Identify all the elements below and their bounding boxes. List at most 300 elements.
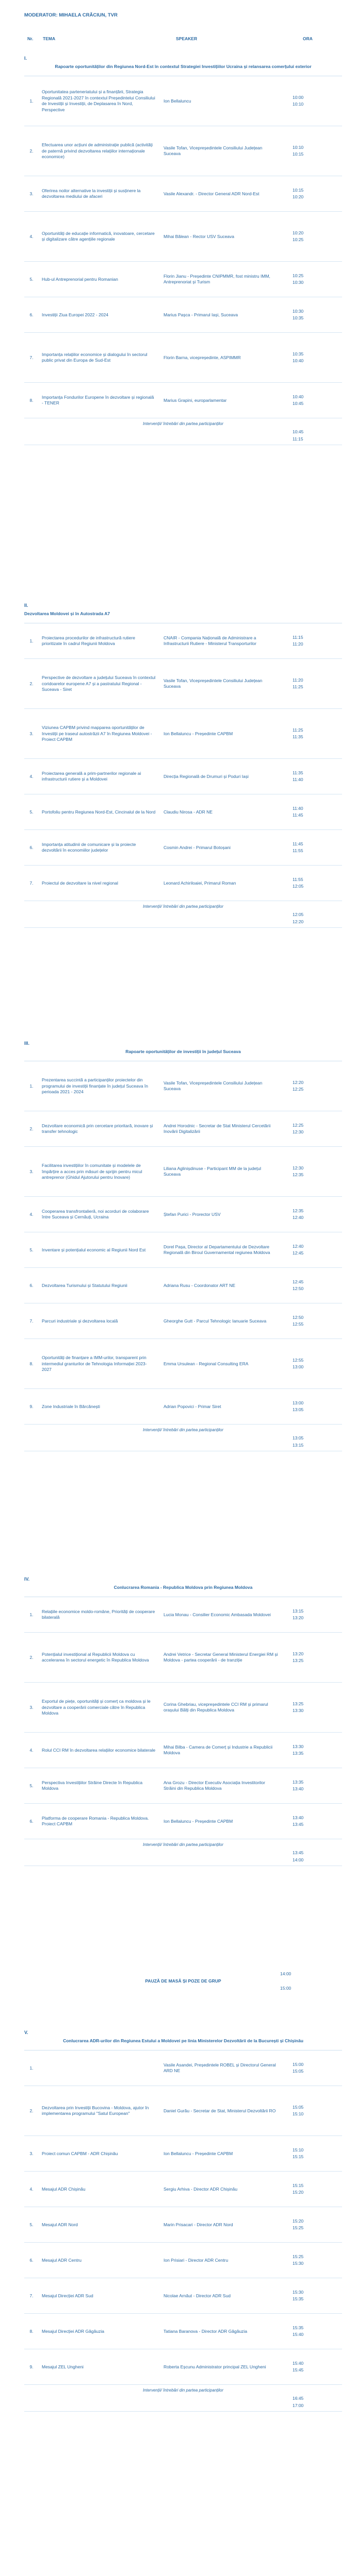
agenda-row (24, 1061, 342, 1111)
qa-spacer (24, 1848, 280, 1865)
agenda-row (24, 1232, 342, 1268)
agenda-row (24, 383, 342, 418)
agenda-row (24, 2278, 342, 2314)
row-number: 4. (29, 233, 34, 239)
time-value: 13:15 (293, 1443, 304, 1448)
agenda-row (24, 2243, 342, 2278)
row-topic: Importanța relațiilor economice și dialogului în sectorul public privat din Europa de Sud-Est (42, 351, 148, 363)
row-speaker: Florin Jianu - Președinte CNIPMMR, fost ministru IMM, Antreprenoriat și Turism (164, 273, 270, 285)
agenda-row (24, 866, 342, 901)
time-value: 13:45 (293, 1822, 304, 1827)
row-speaker: Mihai Bălean - Rector USV Suceava (164, 233, 235, 239)
time-value: 12:05 (293, 912, 304, 918)
row-speaker: Ion Prisiari - Director ADR Centru (164, 2257, 229, 2263)
time-value: 11:35 (293, 734, 303, 740)
time-value: 10:45 (293, 429, 304, 435)
section-number: IV. (24, 1577, 30, 1582)
row-topic: Proiect comun CAPBM - ADR Chișinău (42, 2150, 118, 2156)
row-speaker: Roberta Eșcunu Administrator principal ZEL Ungheni (164, 2364, 266, 2369)
row-time (280, 1277, 342, 1294)
row-speaker: Adrian Popovici - Primar Siret (164, 1403, 221, 1409)
row-speaker: CNAIR - Compania Națională de Administrare a Infrastructurii Rutiere - Ministerul Transporturilor (164, 635, 256, 647)
agenda-row (24, 1389, 342, 1425)
agenda-row (24, 830, 342, 866)
row-number: 6. (29, 2257, 34, 2263)
row-topic: Efectuarea unor acțiuni de administrație publică (activități de paternă privind dezvoltarea relațiilor internaționale economice) (42, 142, 153, 160)
row-speaker: Florin Barna, vicepreședinte, ASPIMMR (164, 354, 241, 360)
time-value: 10:35 (293, 315, 304, 321)
time-value: 17:00 (293, 2403, 304, 2409)
agenda-row (24, 76, 342, 126)
row-speaker: Nicolae Arnăut - Director ADR Sud (164, 2293, 231, 2298)
agenda-row (24, 1768, 342, 1804)
time-value: 11:25 (293, 727, 303, 733)
time-value: 10:15 (293, 151, 304, 157)
agenda-row (24, 2086, 342, 2136)
time-value: 11:45 (293, 841, 303, 846)
time-value: 15:15 (293, 2182, 304, 2188)
agenda-row (24, 1303, 342, 1339)
time-value: 11:40 (293, 777, 303, 783)
time-value: 11:20 (293, 641, 303, 647)
row-time (280, 675, 342, 692)
section-number: V. (24, 2030, 28, 2035)
time-value: 13:40 (293, 1815, 304, 1820)
agenda-row (24, 1633, 342, 1683)
row-time (280, 725, 342, 742)
agenda-row (24, 1197, 342, 1232)
row-time (280, 307, 342, 324)
agenda-row (24, 1804, 342, 1839)
time-value: 12:40 (293, 1215, 304, 1221)
row-time (280, 1206, 342, 1223)
row-speaker: Gheorghe Gutt - Parcul Tehnologic Ianuarie Suceava (164, 1318, 267, 1324)
row-topic: Mesajul ADR Nord (42, 2222, 78, 2227)
row-topic: Dezvoltarea Turismului și Statutului Regiunii (42, 1282, 127, 1288)
time-value: 12:30 (293, 1129, 304, 1135)
row-time (280, 93, 342, 110)
row-number: 2. (29, 681, 34, 686)
time-value: 12:20 (293, 919, 304, 925)
agenda-section (24, 603, 342, 928)
agenda-table (24, 1061, 342, 1425)
row-number: 2. (29, 148, 34, 154)
agenda-row (24, 709, 342, 759)
row-number: 6. (29, 1282, 34, 1288)
lunch-break-label: PAUZĂ DE MASĂ ȘI POZE DE GRUP (145, 1978, 221, 1984)
agenda-row (24, 333, 342, 383)
row-time (280, 2060, 342, 2077)
agenda-row (24, 1111, 342, 1147)
agenda-row (24, 1147, 342, 1197)
agenda-row (24, 794, 342, 830)
agenda-row (24, 1733, 342, 1768)
time-value: 10:40 (293, 358, 304, 364)
moderator-line: MODERATOR: MIHAELA CRĂCIUN, TVR (24, 12, 118, 18)
row-number: 4. (29, 2186, 34, 2192)
row-number: 2. (29, 2108, 34, 2113)
section-title: Dezvoltarea Moldovei și în Autostrada A7 (24, 611, 110, 616)
agenda-row (24, 759, 342, 794)
row-time (280, 1606, 342, 1623)
row-number: 5. (29, 809, 34, 815)
row-number: 4. (29, 1747, 34, 1753)
row-topic: Zone Industriale în Bărcănești (42, 1403, 100, 1409)
row-speaker: Claudiu Nirosa - ADR NE (164, 809, 213, 815)
qa-label: Intervenții/ întrebări din partea participanților (142, 904, 224, 909)
time-value: 12:05 (293, 884, 304, 889)
row-number: 1. (29, 1083, 34, 1089)
row-topic: Hub-ul Antreprenorial pentru Romanian (42, 276, 118, 282)
row-number: 4. (29, 1211, 34, 1217)
agenda-row (24, 2349, 342, 2385)
time-value: 10:10 (293, 101, 304, 107)
row-time (280, 2287, 342, 2304)
time-value: 14:00 (293, 1857, 304, 1863)
row-topic: Potențialul investițional al Republicii Moldova cu accelerarea în sectorul energetic în Republica Moldova (42, 1651, 149, 1663)
row-time (280, 768, 342, 785)
row-topic: Oferirea noilor alternative la investiții și susținere la dezvoltarea mediului de afaceri (42, 188, 141, 199)
time-value: 15:35 (293, 2296, 304, 2302)
time-value: 10:40 (293, 394, 304, 399)
time-value: 10:15 (293, 187, 304, 193)
agenda-row (24, 659, 342, 709)
time-value: 12:50 (293, 1314, 304, 1320)
row-number: 5. (29, 1783, 34, 1788)
qa-row (24, 910, 342, 927)
time-value: 12:55 (293, 1357, 304, 1363)
time-value: 15:20 (293, 2190, 304, 2195)
qa-row (24, 1848, 342, 1866)
row-speaker: Ion Bellaluncu - Președinte CAPBM (164, 2150, 233, 2156)
time-value: 13:20 (293, 1615, 304, 1621)
time-value: 11:25 (293, 684, 303, 690)
row-time (280, 1242, 342, 1259)
time-value: 13:20 (293, 1651, 304, 1656)
qa-spacer (24, 910, 280, 927)
row-time (280, 2181, 342, 2198)
qa-time (280, 2394, 342, 2411)
row-topic: Mesajul Direcției ADR Sud (42, 2293, 93, 2298)
row-number: 9. (29, 2364, 34, 2369)
agenda-row (24, 1683, 342, 1733)
time-value: 12:50 (293, 1286, 304, 1292)
row-number: 3. (29, 731, 34, 736)
time-value: 12:55 (293, 1321, 304, 1327)
agenda-row (24, 262, 342, 297)
time-value: 10:30 (293, 308, 304, 314)
row-speaker: Ion Bellaluncu (164, 98, 191, 104)
qa-label: Intervenții/ întrebări din partea participanților (142, 2388, 224, 2393)
row-time (280, 349, 342, 366)
row-time (280, 1699, 342, 1716)
row-speaker: Tatiana Baranova - Director ADR Găgăuzia (164, 2328, 248, 2334)
time-value: 15:30 (293, 2289, 304, 2295)
row-topic: Perspectiva Investițiilor Străine Directe în Republica Moldova (42, 1780, 143, 1791)
agenda-row (24, 2136, 342, 2172)
row-topic: Parcuri industriale și dezvoltarea locală (42, 1318, 118, 1324)
agenda-row (24, 126, 342, 176)
qa-row (24, 1433, 342, 1451)
time-value: 15:15 (293, 2154, 304, 2160)
time-value: 15:30 (293, 2261, 304, 2266)
time-value: 15:05 (293, 2069, 304, 2074)
row-speaker: Ana Grozu - Director Executiv Asociația Investitorilor Străini din Republica Moldova (164, 1780, 265, 1791)
agenda-row (24, 2172, 342, 2207)
time-value: 13:00 (293, 1400, 304, 1405)
row-topic: Mesajul ADR Chișinău (42, 2186, 86, 2192)
row-speaker: Marin Prisacari - Director ADR Nord (164, 2222, 233, 2227)
row-topic: Dezvoltarea prin Investiții Bucovina - Moldova, ajutor în implementarea programului "Satul European" (42, 2105, 149, 2116)
row-time (280, 1742, 342, 1759)
row-topic: Oportunitatea parteneriatului și a finanțării, Strategia Regională 2021-2027 în contextul Președintelui Consiliului de Investiții și Investiții, de Deplasarea în Nord, Perspective (42, 89, 155, 113)
row-number: 3. (29, 1168, 34, 1174)
row-time (280, 2359, 342, 2376)
qa-label: Intervenții/ întrebări din partea participanților (142, 1428, 224, 1433)
row-speaker: Ion Bellaluncu - Președinte CAPBM (164, 731, 233, 736)
row-number: 1. (29, 638, 34, 643)
row-time (280, 392, 342, 409)
qa-time (280, 1848, 342, 1865)
time-value: 13:05 (293, 1407, 304, 1413)
row-topic (39, 2066, 158, 2070)
section-number: III. (24, 1041, 30, 1046)
row-time (280, 1777, 342, 1794)
row-number: 7. (29, 1318, 34, 1324)
row-topic: Oportunități de finanțare a IMM-urilor, transparent prin intermediul granturilor de Tehnologia Informației 2023-2027 (42, 1354, 147, 1372)
lunch-break-time: 14:00 (280, 1971, 291, 1976)
time-value: 12:30 (293, 1165, 304, 1171)
time-value: 13:00 (293, 1364, 304, 1370)
row-number: 4. (29, 773, 34, 779)
section-title: Rapoarte oportunităților din Regiunea Nord-Est în contextul Strategiei Investițiilor Ucraina și relansarea comerțului exterior (55, 64, 312, 69)
row-number: 8. (29, 397, 34, 403)
row-topic: Proiectarea procedurilor de infrastructură rutiere prioritizate în cadrul Regiunii Moldova (42, 635, 135, 647)
time-value: 12:35 (293, 1208, 304, 1213)
row-number: 5. (29, 2222, 34, 2227)
time-value: 13:25 (293, 1701, 304, 1706)
agenda-section (24, 1577, 342, 1866)
time-value: 15:35 (293, 2325, 304, 2330)
qa-spacer (24, 2394, 280, 2411)
col-tema: TEMA (43, 36, 56, 41)
row-topic: Prezentarea succintă a participanților proiectelor din programului de investiții finanțate în județul Suceava în perioada 2021 - 2024 (42, 1077, 149, 1095)
time-value: 13:25 (293, 1658, 304, 1664)
agenda-row (24, 176, 342, 212)
time-value: 15:00 (293, 2061, 304, 2067)
row-time (280, 271, 342, 288)
row-speaker: Sergiu Arhiva - Director ADR Chișinău (164, 2186, 238, 2192)
row-speaker: Direcția Regională de Drumuri și Poduri Iași (164, 773, 249, 779)
row-speaker: Adriana Rusu - Coordonator ART NE (164, 1282, 236, 1288)
row-speaker: Emma Ursulean - Regional Consulting ERA (164, 1361, 249, 1366)
time-value: 12:25 (293, 1087, 304, 1092)
row-time (280, 1649, 342, 1666)
row-time (280, 1813, 342, 1830)
row-time (280, 1313, 342, 1330)
section-number: I. (24, 56, 27, 61)
time-value: 13:35 (293, 1779, 304, 1785)
row-number: 2. (29, 1126, 34, 1131)
time-value: 10:25 (293, 273, 304, 278)
row-topic: Investiții Ziua Europei 2022 - 2024 (42, 312, 108, 317)
time-value: 11:40 (293, 805, 303, 811)
row-topic: Dezvoltare economică prin cercetare prioritară, inovare și transfer tehnologic (42, 1123, 153, 1134)
agenda-row (24, 1339, 342, 1389)
row-number: 5. (29, 276, 34, 282)
agenda-row (24, 297, 342, 333)
section-title: Conlucrarea Romania - Republica Moldova prin Regiunea Moldova (113, 1585, 253, 1590)
row-time (280, 2145, 342, 2162)
row-time (280, 1078, 342, 1095)
row-speaker: Vasile Alexandr. - Director General ADR Nord-Est (164, 191, 259, 196)
time-value: 15:25 (293, 2253, 304, 2259)
time-value: 10:25 (293, 237, 304, 243)
row-topic: Perspective de dezvoltare a județului Suceava în contextul coridoarelor europene A7 și a pastratului Regional - Suceava - Siret (42, 674, 156, 692)
agenda-row (24, 623, 342, 659)
row-speaker: Lucia Monau - Consilier Economic Ambasada Moldovei (164, 1612, 271, 1617)
row-time (280, 875, 342, 892)
row-speaker: Corina Ghebriau, vicepreședintele CCI RM și primarul orașului Bălți din Republica Moldova (164, 1701, 268, 1713)
row-topic: Relațiile economice moldo-române, Priorități de cooperare bilaterală (42, 1608, 155, 1620)
row-number: 2. (29, 1654, 34, 1660)
time-value: 15:25 (293, 2225, 304, 2231)
time-value: 15:10 (293, 2111, 304, 2117)
time-value: 13:05 (293, 1435, 304, 1441)
row-speaker: Cosmin Andrei - Primarul Botoșani (164, 844, 231, 850)
row-speaker: Dorel Pașa, Director al Departamentului de Dezvoltare Regională din Biroul Guvernamental regiunea Moldova (164, 1244, 270, 1256)
row-number: 9. (29, 1403, 34, 1409)
qa-row (24, 427, 342, 445)
row-topic: Mesajul ZEL Ungheni (42, 2364, 84, 2369)
row-number: 7. (29, 2293, 34, 2298)
row-number: 3. (29, 2150, 34, 2156)
row-speaker: Andrei Horodnic - Secretar de Stat Ministerul Cercetării Inovării Digitalizării (164, 1123, 271, 1134)
row-speaker: Mihai Bilba - Camera de Comerț și Industrie a Republicii Moldova (164, 1744, 273, 1756)
time-value: 15:40 (293, 2332, 304, 2337)
agenda-table (24, 76, 342, 418)
row-topic: Mesajul Direcției ADR Găgăuzia (42, 2328, 104, 2334)
agenda-row (24, 212, 342, 262)
row-speaker: Liliana Aglinișdinuse - Participant MM de la județul Suceava (164, 1165, 261, 1177)
row-speaker: Leonard Achiriloaiei, Primarul Roman (164, 880, 236, 886)
section-title: Rapoarte oportunităților de investiții în județul Suceava (125, 1049, 241, 1054)
row-topic: Rolul CCI RM în dezvoltarea relațiilor economice bilaterale (42, 1747, 156, 1753)
agenda-row (24, 2314, 342, 2349)
row-time (280, 1163, 342, 1180)
time-value: 10:10 (293, 144, 304, 150)
row-topic: Platforma de cooperare Romania - Republica Moldova. Proiect CAPBM (42, 1815, 149, 1827)
time-value: 12:20 (293, 1079, 304, 1085)
time-value: 15:10 (293, 2147, 304, 2153)
time-value: 12:40 (293, 1243, 304, 1249)
row-number: 6. (29, 844, 34, 850)
agenda-section (24, 1041, 342, 1451)
row-speaker: Ion Bellaluncu - Președinte CAPBM (164, 1818, 233, 1824)
row-topic: Proiectul de dezvoltare la nivel regional (42, 880, 118, 886)
lunch-break-time: 15:00 (280, 1986, 291, 1991)
time-value: 10:45 (293, 401, 304, 406)
qa-time (280, 1433, 342, 1450)
row-time (280, 2323, 342, 2340)
row-topic: Proiectarea generală a prim-partnerilor regionale ai infrastructurii rutiere și a Moldovei (42, 770, 141, 782)
time-value: 13:30 (293, 1743, 304, 1749)
column-headers (24, 36, 342, 46)
row-number: 8. (29, 1361, 34, 1366)
time-value: 15:40 (293, 2360, 304, 2366)
row-number: 1. (29, 2065, 34, 2071)
time-value: 11:45 (293, 812, 303, 818)
row-number: 1. (29, 98, 34, 104)
agenda-table (24, 1597, 342, 1839)
time-value: 12:25 (293, 1122, 304, 1128)
row-topic: Inventare și potențialul economic al Regiunii Nord Est (42, 1247, 146, 1252)
section-title: Conlucrarea ADR-urilor din Regiunea Estului a Moldovei pe linia Ministerelor Dezvoltării de la București și Chișinău (63, 2038, 303, 2043)
row-number: 7. (29, 880, 34, 886)
col-nr: Nr. (27, 36, 34, 41)
time-value: 10:30 (293, 280, 304, 285)
col-ora: ORA (303, 36, 313, 41)
row-number: 8. (29, 2328, 34, 2334)
row-speaker: Vasile Tofan, Vicepreședintele Consiliului Județean Suceava (164, 145, 263, 157)
row-number: 5. (29, 1247, 34, 1252)
time-value: 13:45 (293, 1850, 304, 1856)
time-value: 11:15 (293, 436, 303, 442)
time-value: 11:15 (293, 634, 303, 640)
time-value: 13:35 (293, 1751, 304, 1756)
row-number: 6. (29, 1818, 34, 1824)
row-topic: Portofoliu pentru Regiunea Nord-Est, Cincinalul de la Nord (42, 809, 156, 815)
agenda-row (24, 2050, 342, 2086)
row-speaker: Vasile Asandei, Președintele ROBEL și Directorul General ARD NE (164, 2062, 276, 2074)
row-topic: Facilitarea investițiilor în comunitate și modelele de împărțire a acces prin măsuri de sprijin pentru micul antreprenor (Ghidul Ajutorului pentru Inovare) (42, 1162, 142, 1180)
row-time (280, 143, 342, 160)
qa-row (24, 2394, 342, 2411)
row-topic: Mesajul ADR Centru (42, 2257, 82, 2263)
row-topic: Exportul de piețe, oportunități și comerț ca moldova și le dezvoltare a cooperării comerciale către în Republica Moldova (42, 1698, 151, 1716)
row-time (280, 2252, 342, 2269)
agenda-row (24, 2207, 342, 2243)
qa-time (280, 910, 342, 927)
qa-label: Intervenții/ întrebări din partea participanților (142, 1842, 224, 1848)
row-time (280, 839, 342, 856)
time-value: 13:40 (293, 1786, 304, 1792)
time-value: 13:15 (293, 1608, 304, 1614)
row-time (280, 1121, 342, 1138)
agenda-section (24, 56, 342, 445)
row-speaker: Marius Grapini, europarlamentar (164, 397, 227, 403)
time-value: 11:20 (293, 677, 303, 683)
time-value: 12:35 (293, 1172, 304, 1178)
agenda-table (24, 623, 342, 901)
time-value: 15:45 (293, 2367, 304, 2373)
row-time (280, 228, 342, 245)
row-number: 6. (29, 312, 34, 317)
time-value: 11:55 (293, 876, 303, 882)
time-value: 12:45 (293, 1279, 304, 1284)
row-number: 7. (29, 354, 34, 360)
row-speaker: Vasile Tofan, Vicepreședintele Consiliului Județean Suceava (164, 677, 263, 689)
time-value: 15:20 (293, 2218, 304, 2224)
row-time (280, 2216, 342, 2233)
col-speaker: SPEAKER (176, 36, 198, 41)
row-time (280, 2103, 342, 2120)
agenda-table (24, 2050, 342, 2385)
time-value: 13:30 (293, 1708, 304, 1714)
row-number: 3. (29, 1704, 34, 1710)
row-speaker: Andrei Vetrice - Secretar General Ministerul Energiei RM și Moldova - partea cooperării - de tranziție (164, 1651, 278, 1663)
time-value: 11:35 (293, 770, 303, 775)
